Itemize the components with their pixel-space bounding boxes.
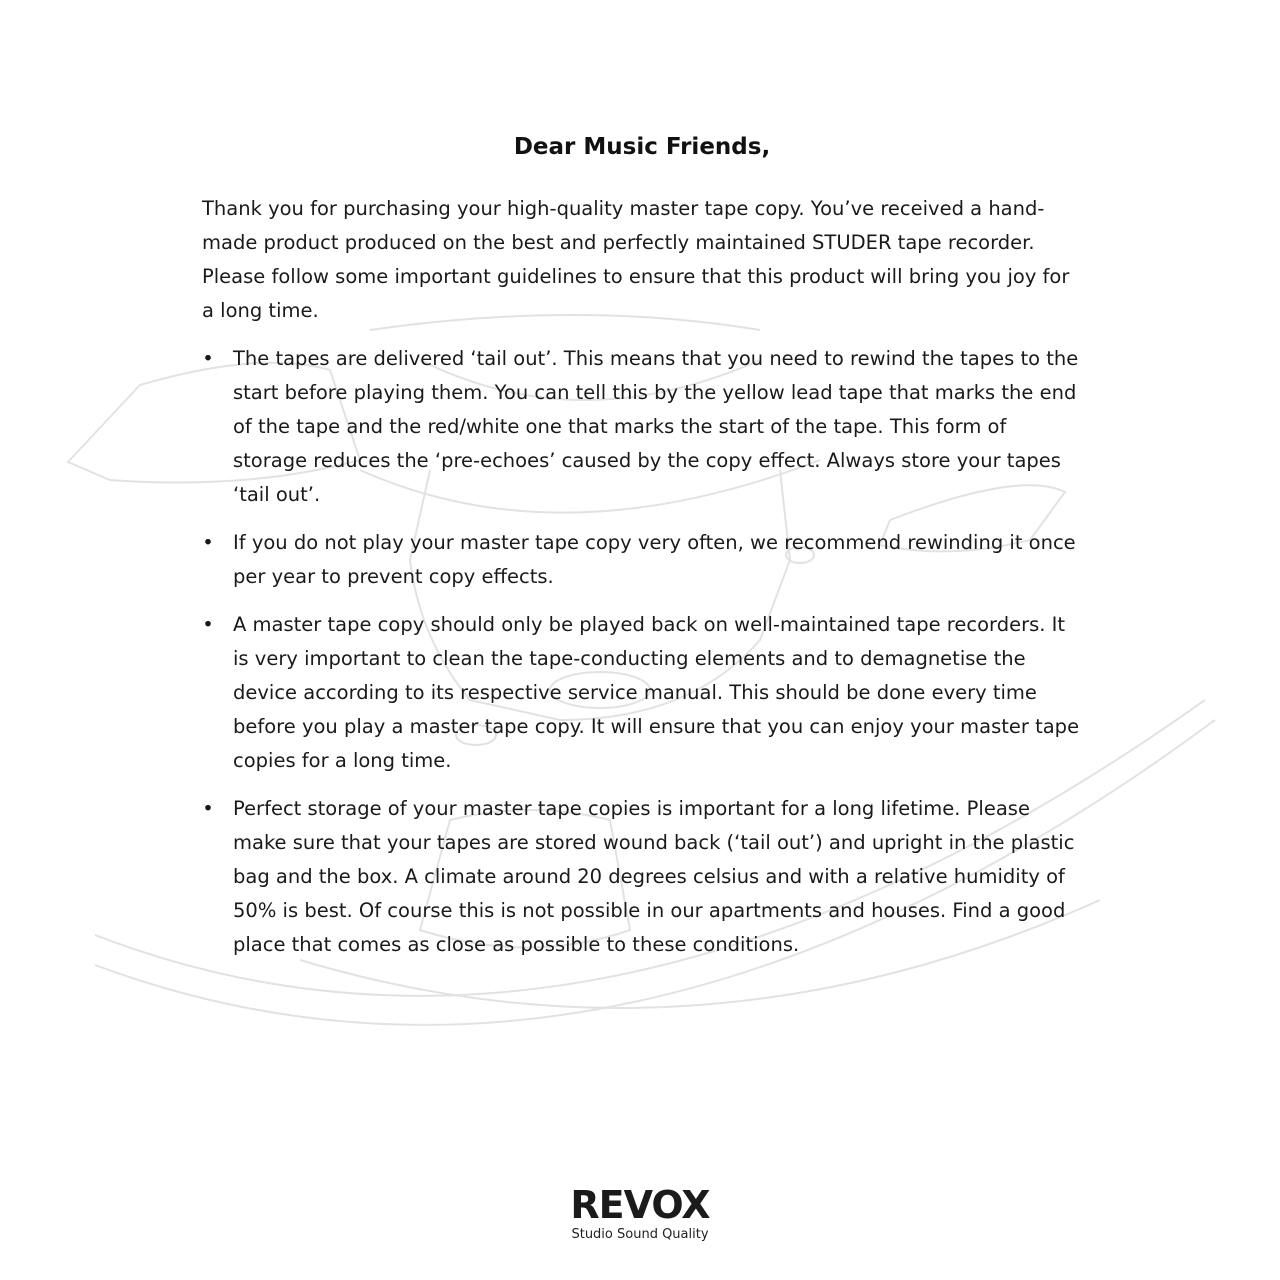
guidelines-list — [202, 342, 1082, 962]
letter — [202, 130, 1082, 976]
intro-paragraph: Please follow some important guidelines to ensure that this product will bring you joy for a long time. — [202, 265, 1070, 322]
bullet-icon: • — [202, 797, 214, 820]
bullet-icon: • — [202, 613, 214, 636]
list-item-text: The tapes are delivered ‘tail out’. This means that you need to rewind the tapes to the start before playing them. You can tell this by the yellow lead tape that marks the end of the tape and the red/white one that marks the start of the tape. This form of storage reduces the ‘pre-echoes’ caused by the copy effect. Always store your tapes ‘tail out’. — [233, 347, 1079, 506]
bullet-icon: • — [202, 531, 214, 554]
list-item-text: A master tape copy should only be played back on well-maintained tape recorders. It is very important to clean the tape-conducting elements and to demagnetise the device according to its respective service manual. This should be done every time before you play a master tape copy. It will ensure that you can enjoy your master tape copies for a long time. — [233, 613, 1080, 772]
list-item-text: If you do not play your master tape copy very often, we recommend rewinding it once per year to prevent copy effects. — [233, 531, 1076, 588]
intro-text — [202, 192, 1082, 328]
intro-paragraph: Thank you for purchasing your high-quality master tape copy. You’ve received a hand-made product produced on the best and perfectly maintained STUDER tape recorder. — [202, 197, 1045, 254]
letter-title: Dear Music Friends, — [513, 134, 771, 160]
logo-tagline: Studio Sound Quality — [571, 1227, 709, 1242]
list-item — [202, 608, 1082, 778]
bullet-icon: • — [202, 347, 214, 370]
list-item — [202, 342, 1082, 512]
logo-wordmark: REVOX — [570, 1183, 710, 1227]
list-item — [202, 792, 1082, 962]
list-item — [202, 526, 1082, 594]
revox-logo — [560, 1183, 720, 1244]
list-item-text: Perfect storage of your master tape copies is important for a long lifetime. Please make sure that your tapes are stored wound back (‘tail out’) and upright in the plastic bag and the box. A climate around 20 degrees celsius and with a relative humidity of 50% is best. Of course this is not possible in our apartments and houses. Find a good place that comes as close as possible to these conditions. — [233, 797, 1075, 956]
